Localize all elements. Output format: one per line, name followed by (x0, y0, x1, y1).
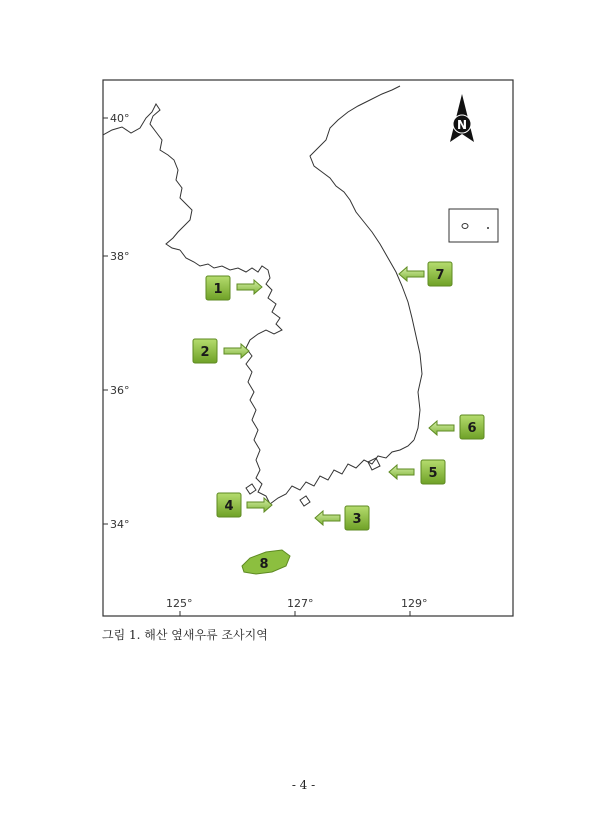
site-1-label: 1 (213, 282, 223, 297)
site-1-marker (206, 276, 230, 300)
site-5-label: 5 (428, 466, 438, 481)
site-5-marker (421, 460, 445, 484)
site-7-marker (428, 262, 452, 286)
dokdo-island (487, 227, 489, 229)
site-4-label: 4 (224, 499, 234, 514)
map-frame (103, 80, 513, 616)
site-3-marker (345, 506, 369, 530)
site-4-marker (217, 493, 241, 517)
figure-caption: 그림 1. 해산 옆새우류 조사지역 (102, 628, 268, 642)
site-6-label: 6 (467, 421, 477, 436)
site-3-label: 3 (352, 512, 362, 527)
lon-label-125: 125° (166, 597, 193, 610)
site-7-label: 7 (435, 268, 445, 283)
page-number: - 4 - (291, 778, 316, 792)
inset-box (449, 209, 498, 242)
lat-label-36: 36° (110, 384, 130, 397)
site-2-marker (193, 339, 217, 363)
north-arrow-letter: N (456, 118, 468, 132)
lon-label-127: 127° (287, 597, 314, 610)
lat-label-38: 38° (110, 250, 130, 263)
lat-label-34: 34° (110, 518, 130, 531)
site-8-label: 8 (259, 557, 269, 572)
lat-label-40: 40° (110, 112, 130, 125)
lon-label-129: 129° (401, 597, 428, 610)
site-6-marker (460, 415, 484, 439)
site-2-label: 2 (200, 345, 210, 360)
